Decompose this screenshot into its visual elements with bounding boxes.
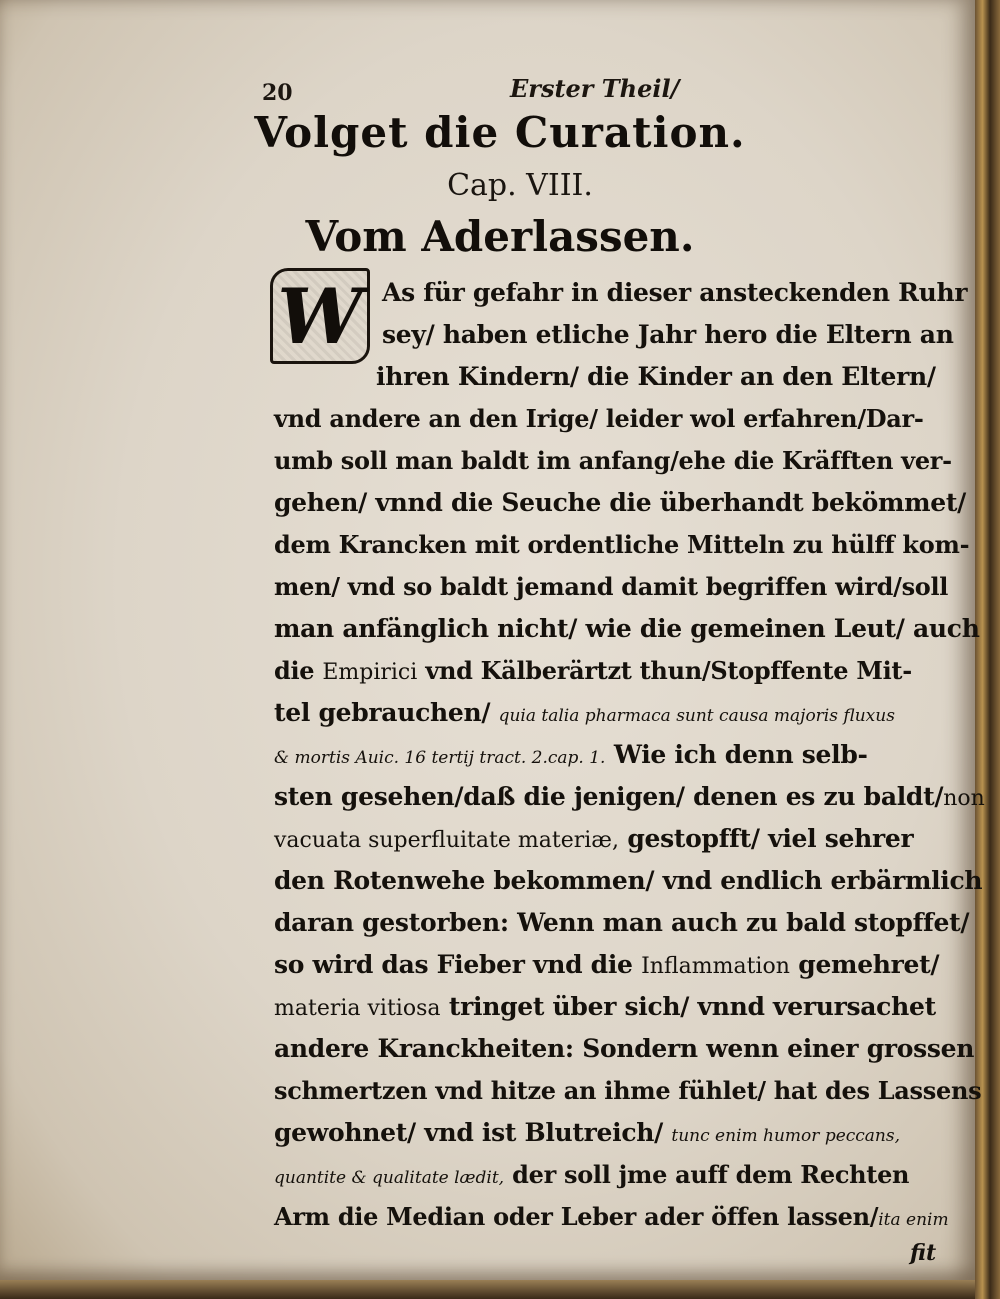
text-line-14: vacuata superfluitate materiæ, gestopfft/ viel sehrer: [274, 824, 914, 853]
text-line-18: materia vitiosa tringet über sich/ vnnd verursachet: [274, 992, 936, 1021]
section-heading: Vom Aderlassen.: [305, 212, 695, 261]
text-line-8: men/ vnd so baldt jemand damit begriffen wird/soll: [274, 572, 949, 601]
decorated-initial: W: [270, 268, 370, 364]
chapter-heading: Cap. VIII.: [447, 168, 593, 203]
text-line-13: sten gesehen/daß die jenigen/ denen es zu baldt/non: [274, 782, 985, 811]
text-line-16: daran gestorben: Wenn man auch zu bald stopffet/: [274, 908, 970, 937]
latin-quote: ita enim: [878, 1210, 949, 1230]
latin-quote: quantite & qualitate lædit,: [274, 1168, 505, 1188]
text-line-5: umb soll man baldt im anfang/ehe die Kräfften ver-: [274, 446, 952, 475]
latin-citation: & mortis Auic. 16 tertij tract. 2.cap. 1.: [274, 748, 606, 768]
text-line-23: Arm die Median oder Leber ader öffen lassen/ita enim: [274, 1202, 949, 1231]
text-line-17: so wird das Fieber vnd die Inflammation gemehret/: [274, 950, 940, 979]
text-line-11: tel gebrauchen/ quia talia pharmaca sunt causa majoris fluxus: [274, 698, 895, 727]
text-line-4: vnd andere an den Irige/ leider wol erfahren/Dar-: [274, 404, 924, 433]
latin-quote: tunc enim humor peccans,: [671, 1126, 901, 1146]
antiqua-word: non: [943, 786, 985, 811]
text-line-9: man anfänglich nicht/ wie die gemeinen Leut/ auch: [274, 614, 980, 643]
text-line-10: die Empirici vnd Kälberärtzt thun/Stopffente Mit-: [274, 656, 912, 685]
text-line-7: dem Krancken mit ordentliche Mitteln zu hülff kom-: [274, 530, 970, 559]
page-title: Volget die Curation.: [254, 108, 746, 157]
text-line-22: quantite & qualitate lædit, der soll jme auff dem Rechten: [274, 1160, 910, 1189]
book-edge-bottom: [0, 1280, 975, 1299]
text-line-3: ihren Kindern/ die Kinder an den Eltern/: [376, 362, 936, 391]
antiqua-word: Inflammation: [641, 954, 790, 979]
text-line-20: schmertzen vnd hitze an ihme fühlet/ hat des Lassens: [274, 1076, 982, 1105]
page-number: 20: [262, 80, 293, 106]
antiqua-phrase: materia vitiosa: [274, 996, 441, 1021]
text-line-1: As für gefahr in dieser ansteckenden Ruhr: [382, 278, 968, 307]
text-line-19: andere Kranckheiten: Sondern wenn einer grossen: [274, 1034, 975, 1063]
text-line-6: gehen/ vnnd die Seuche die überhandt bekömmet/: [274, 488, 966, 517]
latin-quote: quia talia pharmaca sunt causa majoris fluxus: [498, 706, 895, 726]
text-line-12: & mortis Auic. 16 tertij tract. 2.cap. 1. Wie ich denn selb-: [274, 740, 868, 769]
catchword: fit: [910, 1240, 937, 1266]
antiqua-word: Empirici: [322, 660, 418, 685]
text-line-2: sey/ haben etliche Jahr hero die Eltern an: [382, 320, 954, 349]
text-line-21: gewohnet/ vnd ist Blutreich/ tunc enim humor peccans,: [274, 1118, 901, 1147]
antiqua-phrase: vacuata superfluitate materiæ,: [274, 828, 619, 853]
running-head: Erster Theil/: [510, 74, 680, 103]
text-line-15: den Rotenwehe bekommen/ vnd endlich erbärmlich: [274, 866, 983, 895]
